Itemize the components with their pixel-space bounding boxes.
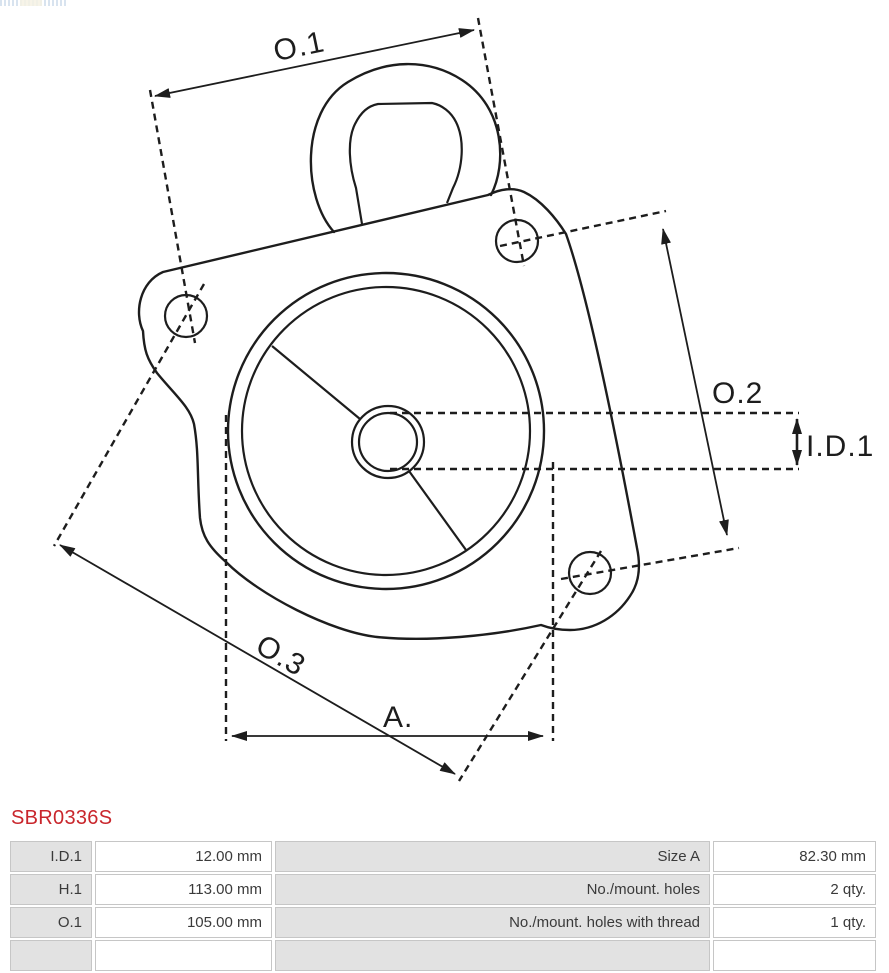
- table-row: [10, 841, 876, 872]
- hub-inner-circle: [359, 413, 417, 471]
- bore-outer-circle: [228, 273, 544, 589]
- ext-line-o3-right: [459, 551, 601, 781]
- spec-label-cell: O.1: [10, 907, 92, 938]
- spec-label-cell: H.1: [10, 874, 92, 905]
- spec-value-cell: 12.00 mm: [95, 841, 272, 872]
- mount-hole-top-right: [496, 220, 538, 262]
- bore-inner-circle: [242, 287, 530, 575]
- ext-line-o2-top: [500, 211, 666, 246]
- dimension-label-a: A.: [383, 701, 414, 734]
- sector-line-upper: [272, 346, 360, 419]
- spec-value-cell: [95, 940, 272, 971]
- dimension-label-id1: I.D.1: [806, 430, 875, 463]
- eyelet-outer: [311, 64, 500, 232]
- spec-label-cell: [10, 940, 92, 971]
- hub-outer-circle: [352, 406, 424, 478]
- spec-table: [10, 841, 876, 973]
- spec-value-cell: 113.00 mm: [95, 874, 272, 905]
- dimension-label-o2: O.2: [712, 377, 764, 410]
- spec-label-cell: No./mount. holes with thread: [275, 907, 710, 938]
- spec-label-cell: [275, 940, 710, 971]
- spec-value-cell: 1 qty.: [713, 907, 876, 938]
- table-row: [10, 907, 876, 938]
- spec-label-cell: I.D.1: [10, 841, 92, 872]
- spec-label-cell: No./mount. holes: [275, 874, 710, 905]
- ext-line-o1-left: [150, 90, 195, 343]
- dimension-label-o1: O.1: [270, 25, 328, 69]
- spec-value-cell: 2 qty.: [713, 874, 876, 905]
- spec-value-cell: 105.00 mm: [95, 907, 272, 938]
- sector-line-lower: [409, 471, 466, 550]
- spec-label-cell: Size A: [275, 841, 710, 872]
- ext-line-o3-left: [54, 284, 204, 546]
- dimension-label-o3: O.3: [250, 628, 312, 683]
- table-row: [10, 874, 876, 905]
- table-row-clipped: [10, 940, 876, 971]
- part-number-link[interactable]: SBR0336S: [11, 807, 113, 829]
- spec-value-cell: 82.30 mm: [713, 841, 876, 872]
- spec-value-cell: [713, 940, 876, 971]
